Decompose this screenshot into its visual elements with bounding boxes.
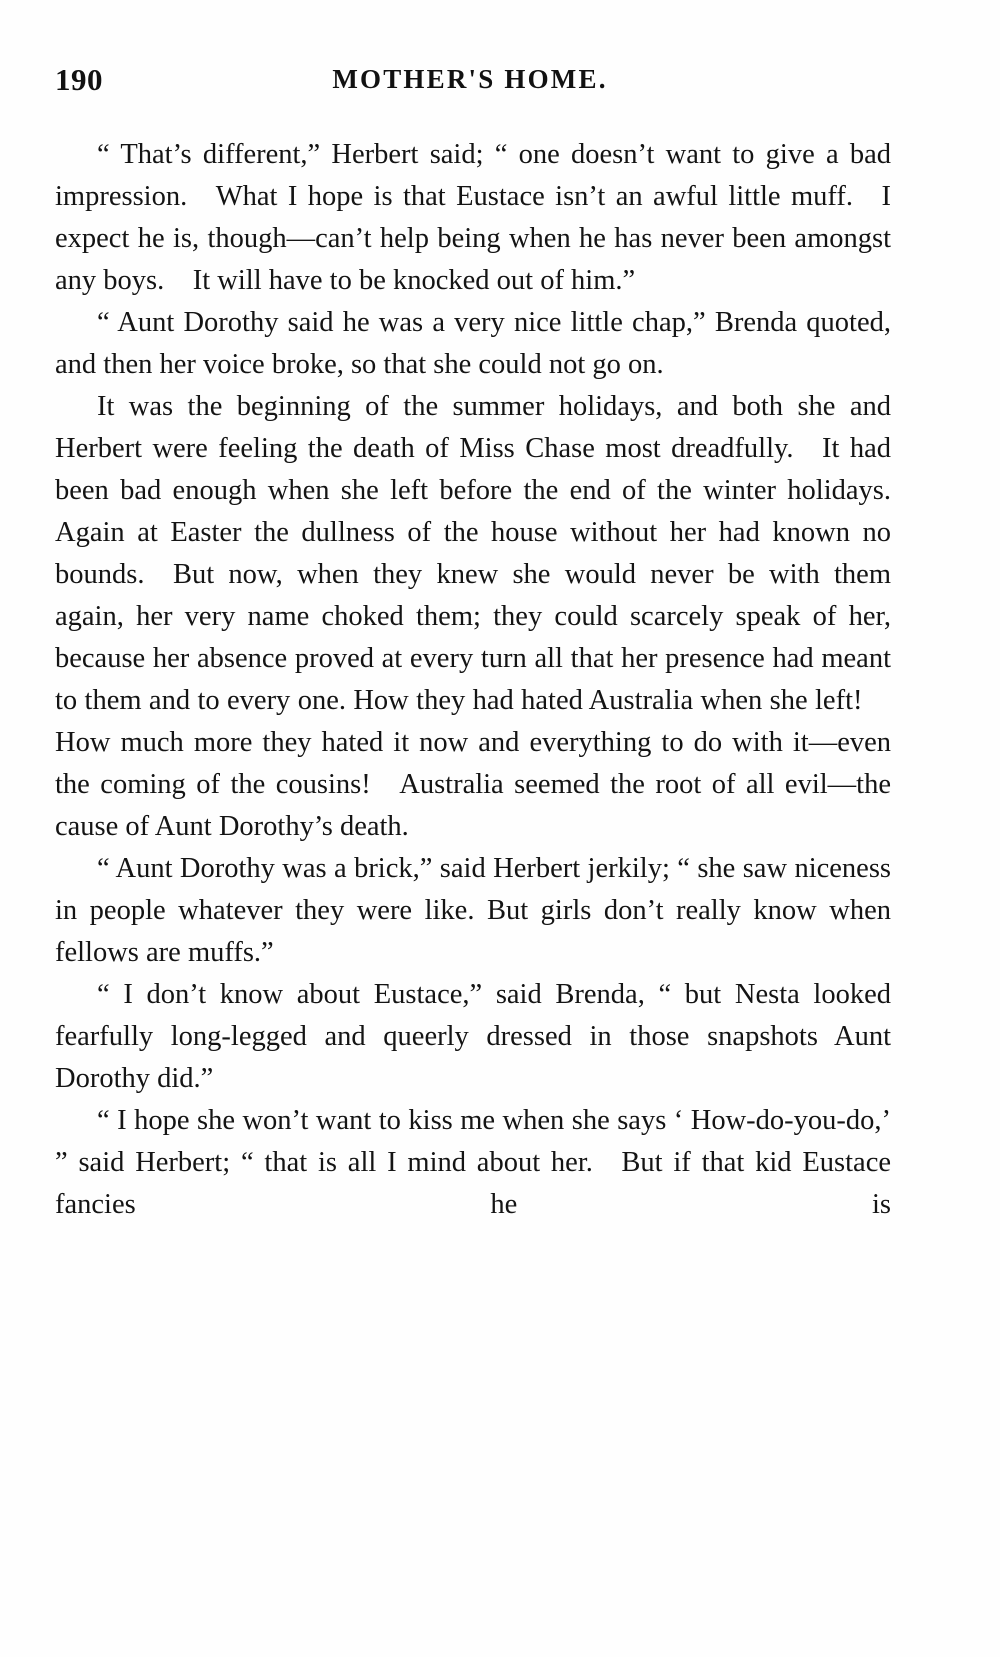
paragraph: It was the beginning of the summer holidays, and both she and Herbert were feeling the death of Miss Chase most dreadfully. It had been bad enough when she left before the end of the winter holidays. Again at Easter the dullness of the house without her had known no bounds. But now, when they knew she would never be with them again, her very name choked them; they could scarcely speak of her, because her absence proved at every turn all that her presence had meant to them and to every one. How they had hated Australia when she left! How much more they hated it now and everything to do with it—even the coming of the cousins! Australia seemed the root of all evil—the cause of Aunt Dorothy’s death. — [55, 391, 891, 842]
page-header — [55, 62, 885, 106]
paragraph: “ I hope she won’t want to kiss me when she says ‘ How-do-you-do,’ ” said Herbert; “ that is all I mind about her. But if that kid Eustace fancies he is — [55, 1105, 891, 1220]
paragraph: “ I don’t know about Eustace,” said Brenda, “ but Nesta looked fearfully long-legged and queerly dressed in those snapshots Aunt Dorothy did.” — [55, 979, 891, 1094]
paragraph: “ That’s different,” Herbert said; “ one doesn’t want to give a bad impression. What I hope is that Eustace isn’t an awful little muff. I expect he is, though—can’t help being when he has never been amongst any boys. It will have to be knocked out of him.” — [55, 139, 891, 296]
page-body — [55, 134, 891, 1268]
paragraph: “ Aunt Dorothy said he was a very nice little chap,” Brenda quoted, and then her voice broke, so that she could not go on. — [55, 307, 891, 380]
paragraph: “ Aunt Dorothy was a brick,” said Herbert jerkily; “ she saw niceness in people whatever they were like. But girls don’t really know when fellows are muffs.” — [55, 853, 891, 968]
running-title: MOTHER'S HOME. — [332, 64, 608, 94]
page-number: 190 — [55, 62, 103, 97]
